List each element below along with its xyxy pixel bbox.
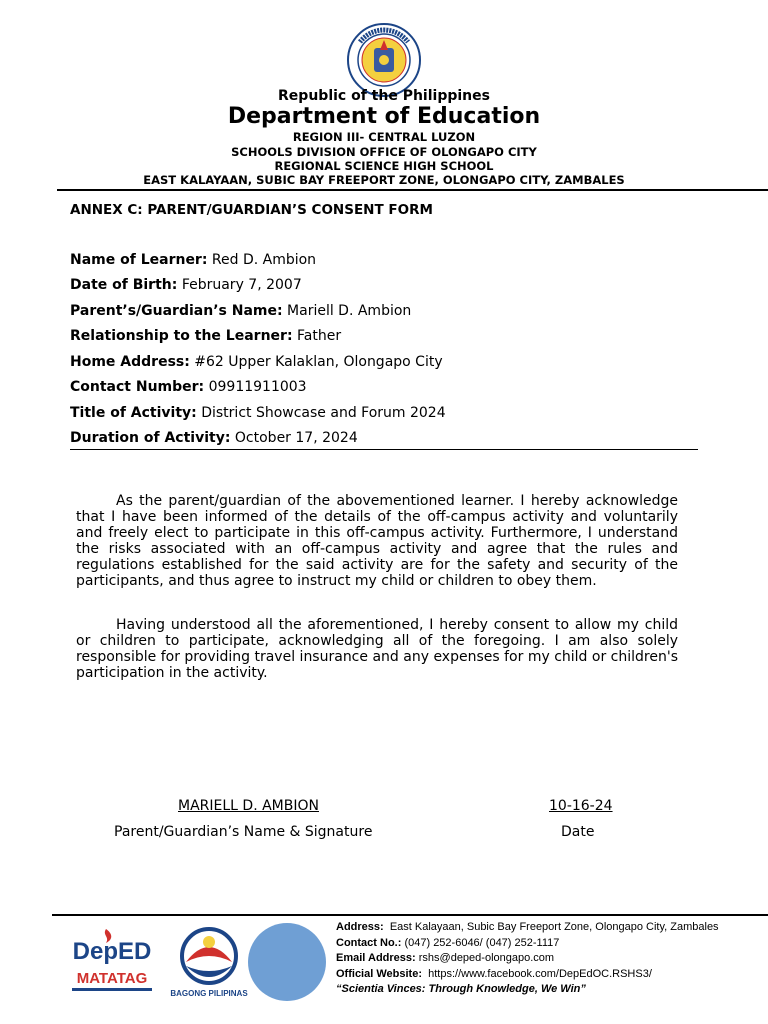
field-relationship: Relationship to the Learner: Father [70,328,342,344]
school-logo-placeholder [248,923,326,1001]
school-motto: “Scientia Vinces: Through Knowledge, We Win” [336,983,586,995]
signature-label: Parent/Guardian’s Name & Signature [114,824,373,840]
department-heading: Department of Education [227,104,541,129]
date-label: Date [561,824,595,840]
field-learner-name: Name of Learner: Red D. Ambion [70,252,317,268]
website-link[interactable]: https://www.facebook.com/DepEdOC.RSHS3/ [428,967,652,980]
footer-address: Address: East Kalayaan, Subic Bay Freeport Zone, Olongapo City, Zambales [336,921,719,933]
bagong-pilipinas-text: BAGONG PILIPINAS [170,989,248,998]
consent-paragraph-1: As the parent/guardian of the abovementioned learner. I hereby acknowledge that I have been informed of the details of the off-campus activity and voluntarily and freely elect to participate in this off-campus activity. Furthermore, I understand the risks associated with an off-campus activity and agree that the rules and regulations established for the said activity are for the safety and security of the participants, and thus agree to instruct my child or children to obey them. [76,493,678,589]
field-guardian-name: Parent’s/Guardian’s Name: Mariell D. Ambion [70,303,412,319]
matatag-logo-text: MATATAG [76,970,148,987]
footer-contact: Contact No.: (047) 252-6046/ (047) 252-1117 [336,936,560,949]
region-heading: REGION III- CENTRAL LUZON [292,130,476,144]
header-divider [57,189,768,191]
field-activity-title: Title of Activity: District Showcase and Forum 2024 [70,405,446,421]
school-address-heading: EAST KALAYAAN, SUBIC BAY FREEPORT ZONE, OLONGAPO CITY, ZAMBALES [143,173,625,187]
field-activity-duration: Duration of Activity: October 17, 2024 [70,430,358,446]
footer-email: Email Address: rshs@deped-olongapo.com [336,952,555,964]
deped-matatag-logo [66,925,158,997]
fields-divider [70,449,698,450]
footer-divider [52,914,768,916]
form-title: ANNEX C: PARENT/GUARDIAN’S CONSENT FORM [70,202,433,218]
signature-date: 10-16-24 [549,798,613,814]
consent-paragraph-2: Having understood all the aforementioned, I hereby consent to allow my child or children to participate, acknowledging all of the foregoing. I am also solely responsible for providing travel insurance and any expenses for my child or children's participation in the activity. [76,617,678,681]
footer-contact-block [336,920,719,998]
guardian-signature-name: MARIELL D. AMBION [178,798,319,814]
republic-heading: Republic of the Philippines [278,88,490,104]
school-heading: REGIONAL SCIENCE HIGH SCHOOL [274,159,494,173]
bagong-pilipinas-logo [170,922,248,1000]
field-home-address: Home Address: #62 Upper Kalaklan, Olongapo City [70,354,443,370]
field-contact-number: Contact Number: 09911911003 [70,379,307,395]
footer-website: Official Website: https://www.facebook.com/DepEdOC.RSHS3/ [336,967,652,980]
field-date-of-birth: Date of Birth: February 7, 2007 [70,277,302,293]
deped-logo-text: DepED [72,938,152,965]
division-heading: SCHOOLS DIVISION OFFICE OF OLONGAPO CITY [231,145,537,159]
deped-seal-logo [346,22,422,98]
